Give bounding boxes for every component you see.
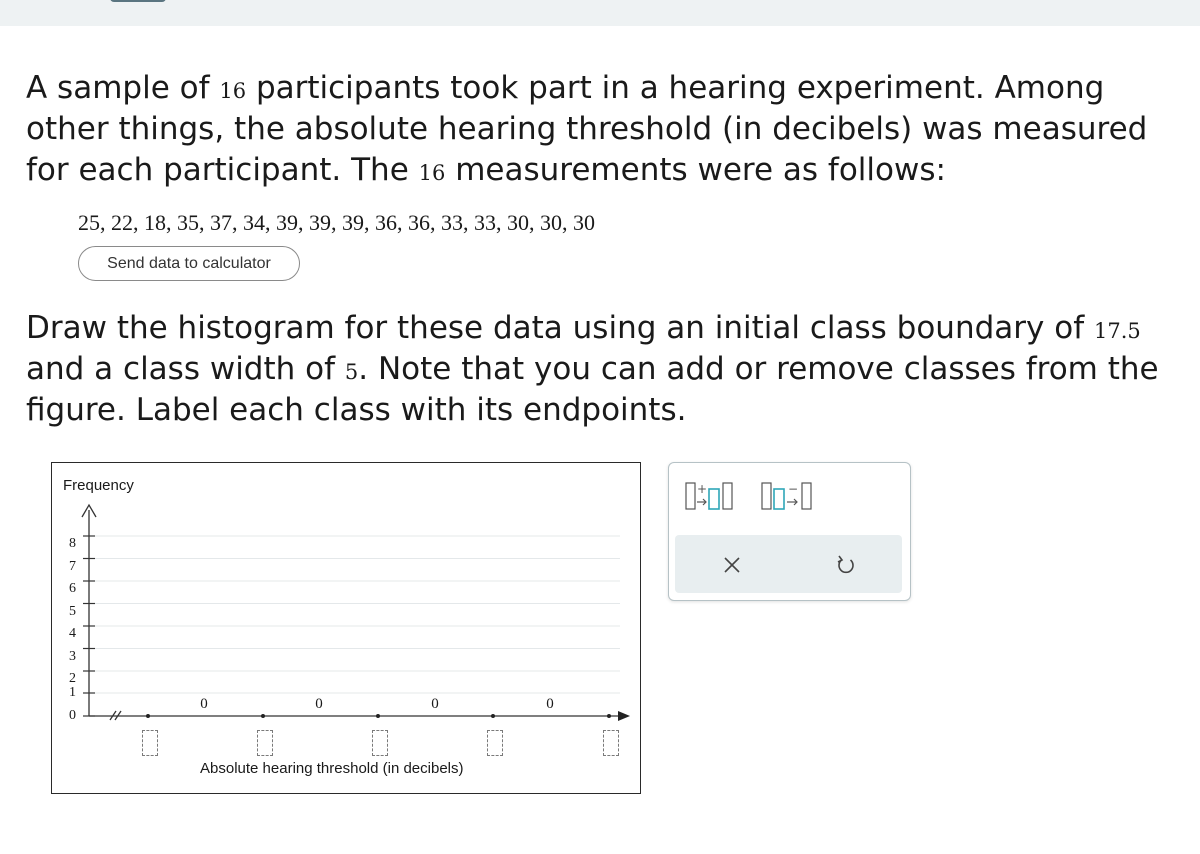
send-data-button[interactable]: Send data to calculator — [78, 246, 300, 281]
problem-text: A sample of — [26, 70, 220, 106]
y-tick-label: 4 — [69, 626, 76, 641]
close-icon[interactable] — [718, 551, 746, 579]
y-axis-title: Frequency — [63, 477, 134, 494]
y-tick-label: 5 — [69, 604, 76, 619]
svg-text:+: + — [696, 482, 708, 496]
problem-text: for each participant. The — [26, 152, 419, 188]
class-endpoint-input[interactable] — [142, 730, 158, 756]
tick-layer — [83, 536, 611, 718]
class-boundary-marker — [146, 714, 150, 718]
bar-frequency-label: 0 — [546, 696, 554, 712]
problem-line-2: other things, the absolute hearing threshold (in decibels) was measured — [26, 111, 1148, 147]
sample-size: 16 — [219, 79, 247, 103]
undo-icon[interactable] — [832, 551, 860, 579]
class-boundary-marker — [607, 714, 611, 718]
instruction-text: Draw the histogram for these data using an initial class boundary of — [26, 310, 1094, 346]
problem-text: measurements were as follows: — [445, 152, 946, 188]
class-endpoint-input[interactable] — [372, 730, 388, 756]
bar-frequency-label: 0 — [200, 696, 208, 712]
instruction-text: . Note that you can add or remove classes from the — [358, 351, 1159, 387]
class-boundary-marker — [491, 714, 495, 718]
y-tick-label: 7 — [69, 559, 76, 574]
x-axis-arrow-icon — [618, 711, 630, 721]
class-width: 5 — [344, 360, 359, 384]
instruction-line-3: figure. Label each class with its endpoints. — [26, 392, 687, 428]
svg-text:−: − — [787, 482, 799, 496]
data-values: 25, 22, 18, 35, 37, 34, 39, 39, 39, 36, 36, 33, 33, 30, 30, 30 — [78, 210, 595, 235]
y-tick-label: 8 — [69, 536, 76, 551]
y-tick-label: 1 — [69, 685, 76, 700]
measurement-count: 16 — [418, 161, 446, 185]
instruction-text: and a class width of — [26, 351, 345, 387]
class-boundary-marker — [261, 714, 265, 718]
y-tick-label: 3 — [69, 649, 76, 664]
y-tick-label: 0 — [69, 708, 76, 723]
remove-class-icon[interactable] — [760, 480, 822, 514]
y-tick-label: 6 — [69, 581, 76, 596]
class-endpoint-input[interactable] — [257, 730, 273, 756]
action-bar — [675, 535, 902, 593]
class-endpoint-input[interactable] — [603, 730, 619, 756]
problem-text: participants took part in a hearing experiment. Among — [246, 70, 1105, 106]
add-class-icon[interactable] — [684, 480, 740, 514]
initial-boundary: 17.5 — [1093, 319, 1141, 343]
class-endpoint-input[interactable] — [487, 730, 503, 756]
bar-frequency-label: 0 — [315, 696, 323, 712]
x-axis-title: Absolute hearing threshold (in decibels) — [200, 760, 464, 777]
grid-layer — [89, 536, 620, 693]
class-boundary-marker — [376, 714, 380, 718]
y-tick-label: 2 — [69, 671, 76, 686]
bar-frequency-label: 0 — [431, 696, 439, 712]
